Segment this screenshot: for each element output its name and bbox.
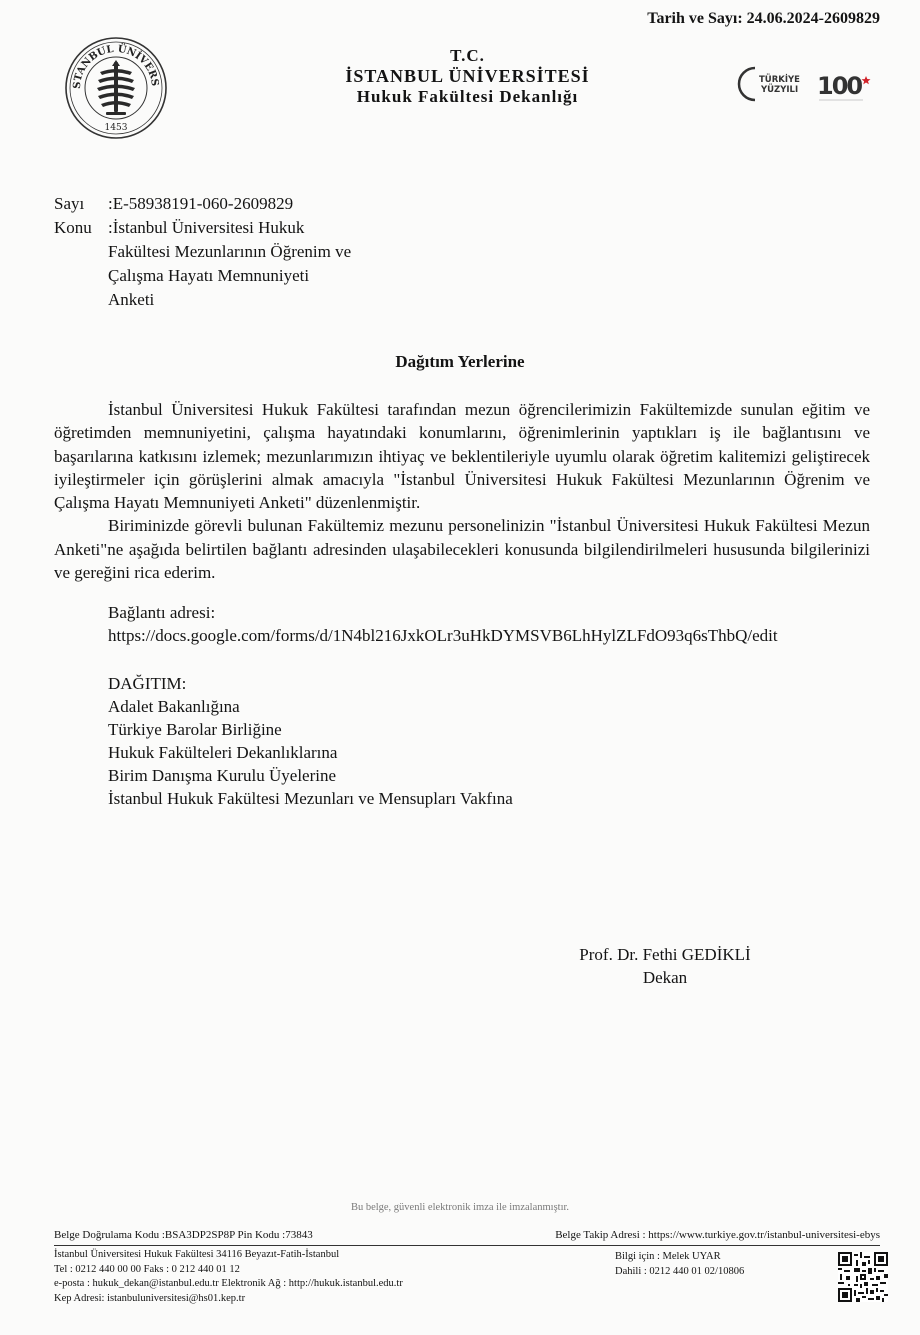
svg-text:TÜRKİYE: TÜRKİYE: [759, 75, 800, 85]
footer-address: İstanbul Üniversitesi Hukuk Fakültesi 34116 Beyazıt-Fatih-İstanbul: [54, 1249, 340, 1260]
addressee-title: Dağıtım Yerlerine: [395, 352, 525, 371]
header-faculty: Hukuk Fakültesi Dekanlığı: [356, 87, 579, 106]
letter-body: [54, 398, 870, 584]
sayi-value: :E-58938191-060-2609829: [108, 194, 294, 213]
body-paragraph: İstanbul Üniversitesi Hukuk Fakültesi tarafından mezun öğrencilerimizin Fakültemizde sunulan eğitim ve öğretimden memnuniyetini, çalışma hayatındaki konumlarını, öğrenimlerinin yaptıkları iş ile bağlantısını ve başarılarına katkısını izlemek; mezunlarımızın ihtiyaç ve beklentileriyle uyumlu olarak öğretim kalitemizi geliştirecek iyileştirmeler için görüşlerini almak amacıyla "İstanbul Üniversitesi Hukuk Fakültesi Mezunlarının Öğrenim ve Çalışma Hayatı Memnuniyeti Anketi" düzenlenmiştir.: [54, 400, 870, 513]
signature-block: [540, 943, 790, 989]
distribution-item: Adalet Bakanlığına: [108, 697, 240, 716]
body-paragraph: Biriminizde görevli bulunan Fakültemiz mezunu personelinizin "İstanbul Üniversitesi Hukuk Fakültesi Mezun Anketi"ne aşağıda belirtilen bağlantı adresinden ulaşabilecekleri konusunda bilgilendirilmeleri hususunda bilgilerinizi ve gereğini rica ederim.: [54, 516, 870, 583]
header-tc: T.C.: [450, 46, 485, 65]
footer-contact: [54, 1248, 403, 1306]
info-contact: Bilgi için : Melek UYAR: [615, 1251, 721, 1262]
footer-kep: Kep Adresi: istanbuluniversitesi@hs01.kep.tr: [54, 1292, 246, 1304]
konu-row: [54, 216, 408, 312]
konu-line: Anketi: [108, 290, 155, 309]
header-university: İSTANBUL ÜNİVERSİTESİ: [345, 66, 590, 86]
document-date-number: Tarih ve Sayı: 24.06.2024-2609829: [647, 10, 880, 27]
distribution-item: Türkiye Barolar Birliğine: [108, 720, 282, 739]
footer-email[interactable]: e-posta : hukuk_dekan@istanbul.edu.tr Elektronik Ağ : http://hukuk.istanbul.edu.tr: [54, 1278, 403, 1289]
qr-code-icon: [838, 1252, 888, 1302]
distribution-item: İstanbul Hukuk Fakültesi Mezunları ve Mensupları Vakfına: [108, 789, 513, 808]
esign-note: Bu belge, güvenli elektronik imza ile imzalanmıştır.: [350, 1202, 570, 1213]
svg-text:T.C. İSTANBUL ÜNİVERSİTESİ: STANBUL ÜNİVERS: [71, 43, 161, 90]
konu-line: Fakültesi Mezunlarının Öğrenim ve: [108, 242, 352, 261]
konu-line: Çalışma Hayatı Memnuniyeti: [108, 266, 310, 285]
survey-link[interactable]: https://docs.google.com/forms/d/1N4bl216JxkOLr3uHkDYMSVB6LhHylZLFdO93q6sThbQ/edit: [108, 626, 778, 645]
sayi-row: [54, 192, 408, 216]
turkiye-yuzyili-logo-icon: [733, 62, 873, 106]
svg-text:1453: 1453: [104, 123, 128, 133]
link-block: [108, 601, 778, 647]
konu-line: :İstanbul Üniversitesi Hukuk: [108, 218, 305, 237]
footer-info: [615, 1250, 744, 1279]
distribution-item: Birim Danışma Kurulu Üyelerine: [108, 766, 337, 785]
footer-codes: [54, 1229, 880, 1241]
signatory-title: Dekan: [642, 968, 688, 987]
document-meta: [54, 192, 408, 312]
distribution-item: Hukuk Fakülteleri Dekanlıklarına: [108, 743, 338, 762]
footer-phone: Tel : 0212 440 00 00 Faks : 0 212 440 01 12: [54, 1263, 240, 1275]
info-extension: Dahili : 0212 440 01 02/10806: [615, 1265, 745, 1277]
svg-text:YÜZYILI: YÜZYILI: [761, 85, 799, 95]
distribution-heading: DAĞITIM:: [108, 674, 187, 693]
konu-value: [108, 216, 408, 312]
distribution-list: [108, 672, 513, 810]
konu-label: Konu: [54, 218, 92, 237]
link-label: Bağlantı adresi:: [108, 603, 216, 622]
sayi-label: Sayı: [54, 194, 85, 213]
tracking-address[interactable]: Belge Takip Adresi : https://www.turkiye.gov.tr/istanbul-universitesi-ebys: [555, 1229, 880, 1241]
signatory-name: Prof. Dr. Fethi GEDİKLİ: [579, 945, 751, 964]
verification-code: Belge Doğrulama Kodu :BSA3DP2SP8P Pin Kodu :73843: [54, 1229, 313, 1241]
svg-text:100: 100: [817, 72, 862, 100]
footer-divider: [54, 1245, 880, 1246]
